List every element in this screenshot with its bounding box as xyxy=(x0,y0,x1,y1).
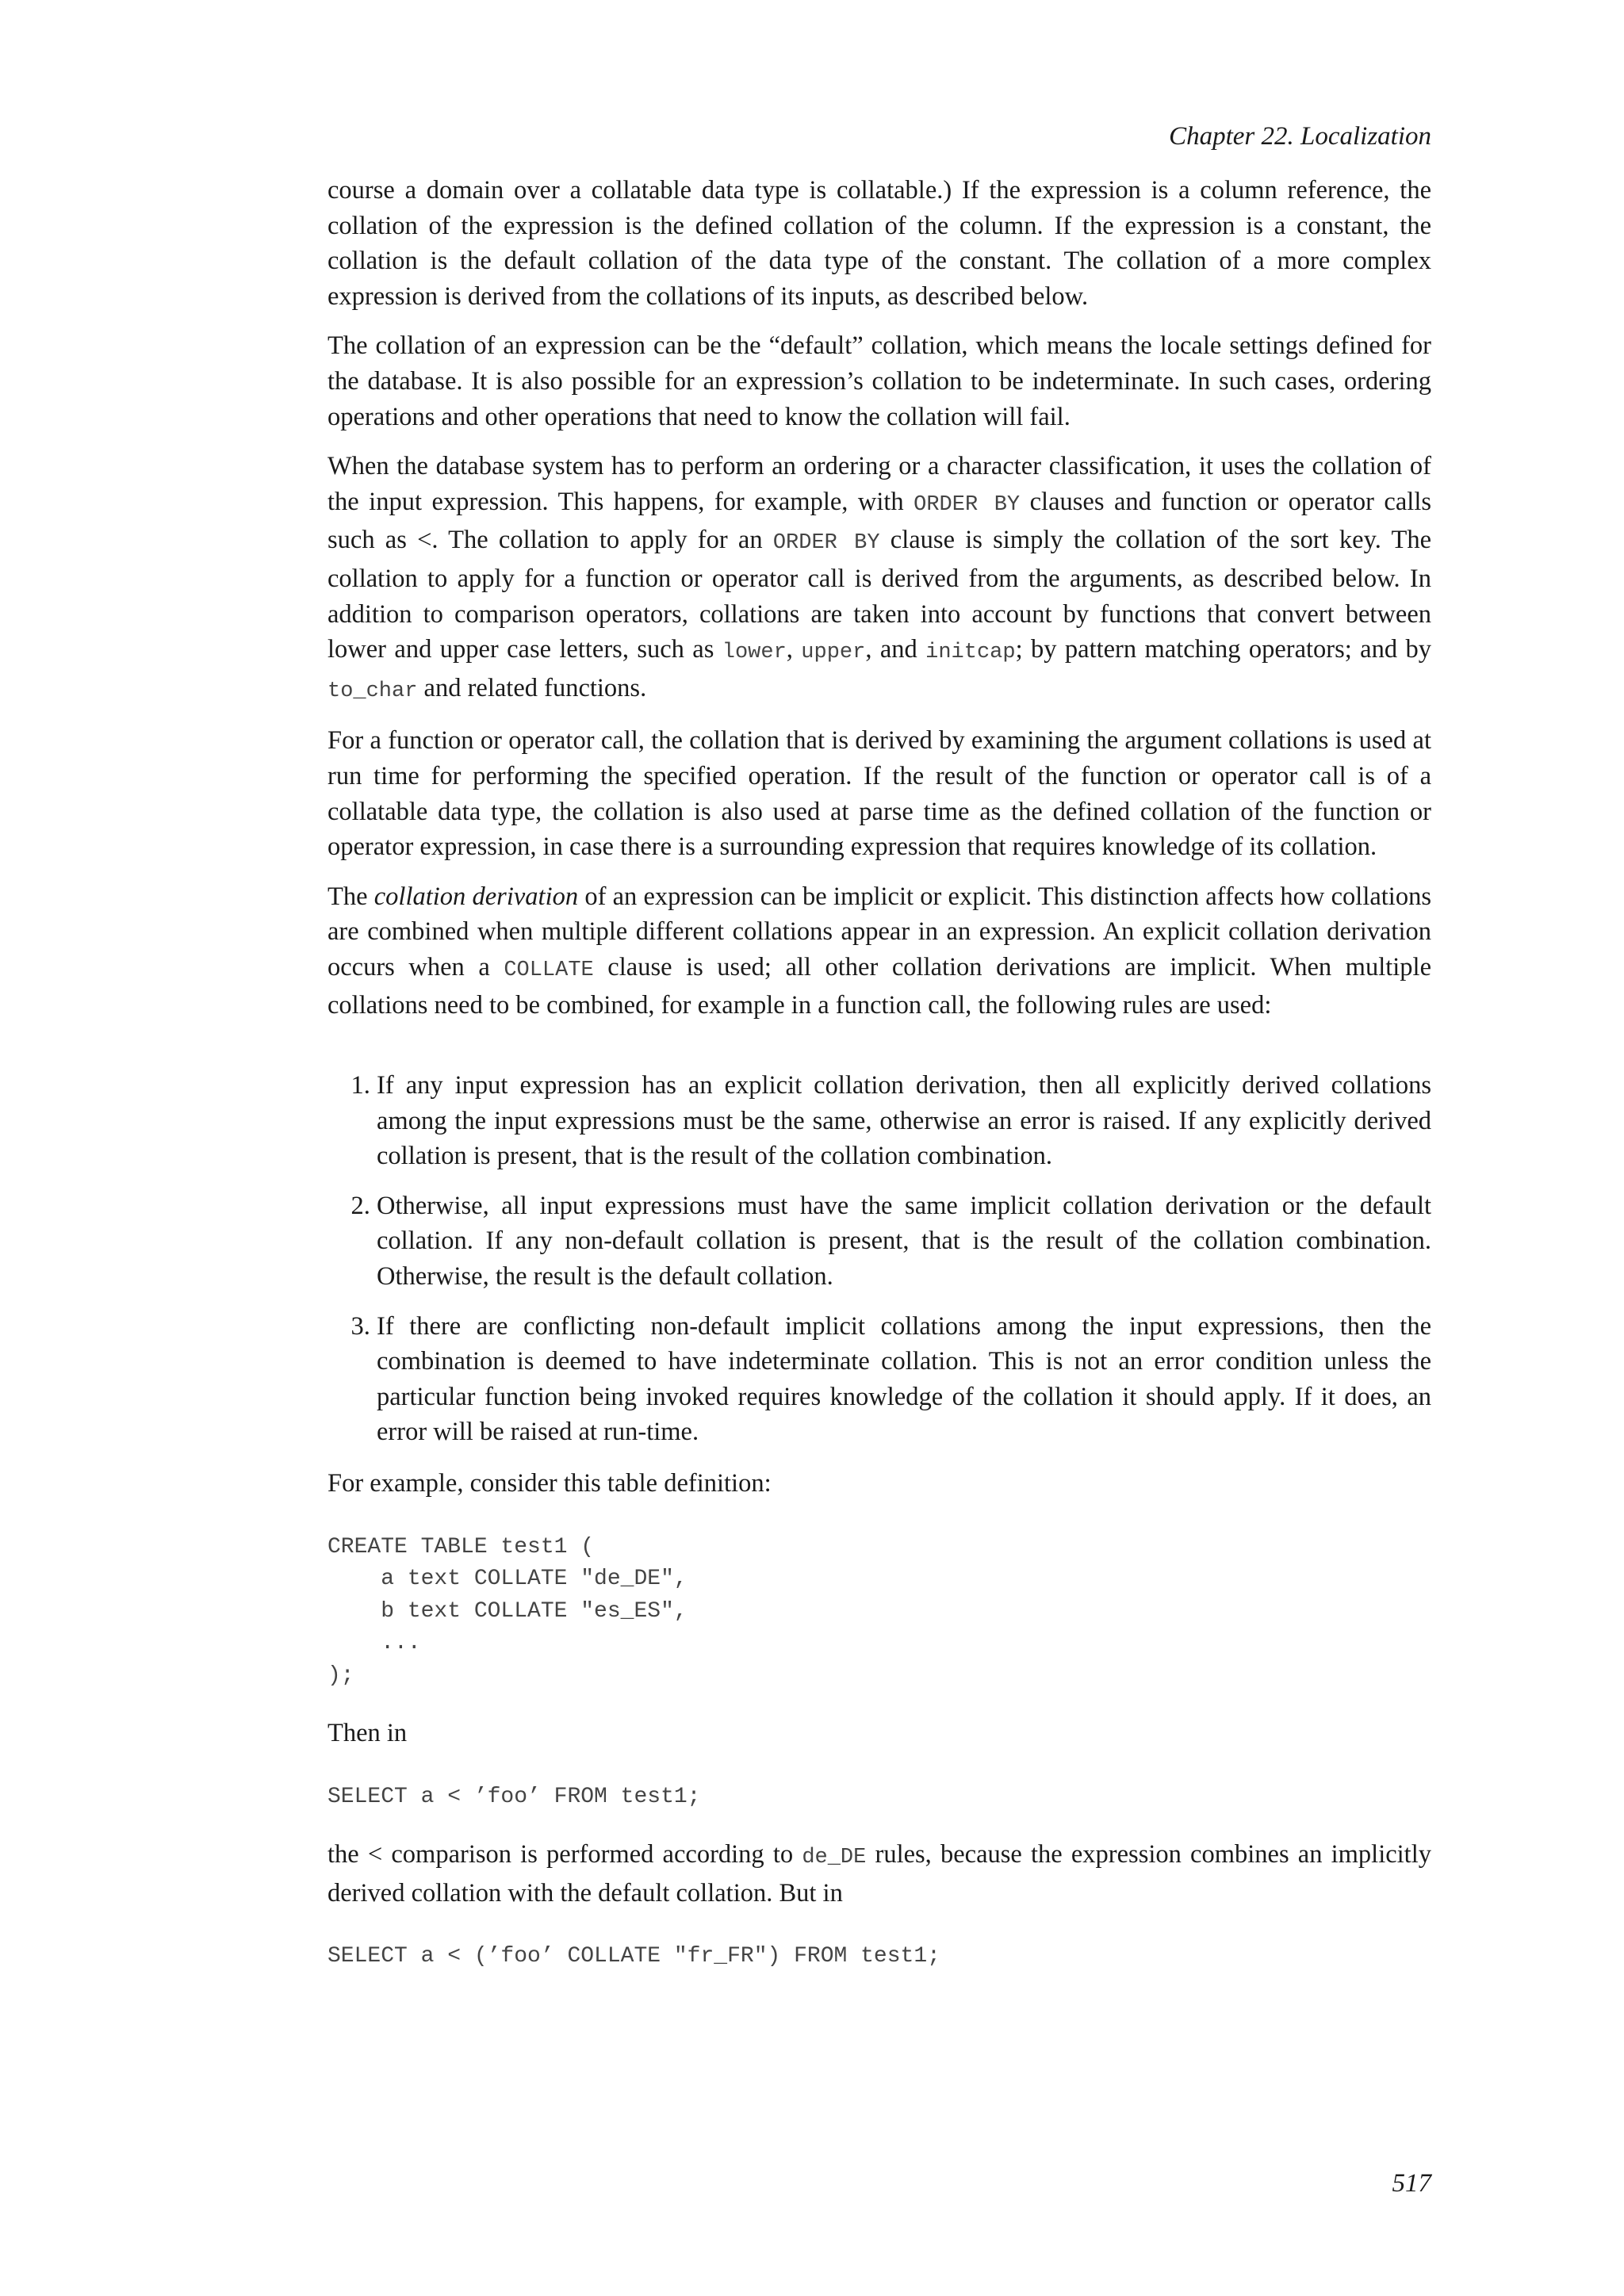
text-run: , xyxy=(786,635,802,664)
paragraph-comparison-explanation xyxy=(327,1837,1431,1911)
list-item: 2. Otherwise, all input expressions must have the same implicit collation derivation or the default collation. If any non-default collation is present, that is the result of the collation combination. Otherwise, the result is the default collation. xyxy=(377,1188,1431,1295)
document-page xyxy=(327,119,1431,1997)
paragraph-example-intro: For example, consider this table definition: xyxy=(327,1469,772,1498)
text-run: clause is simply the collation of the sort key. The collation to apply for a function or operator call is derived from the arguments, as described below. In addition to comparison operators, collations are taken into account by functions that convert between lower and upper case letters, such as xyxy=(327,526,1432,664)
paragraph-then-in: Then in xyxy=(327,1719,408,1748)
inline-code-to-char: to_char xyxy=(327,679,418,703)
text-run: and related functions. xyxy=(417,673,647,702)
inline-code-collate: COLLATE xyxy=(504,958,594,982)
list-item: 3. If there are conflicting non-default implicit collations among the input expressions, then the combination is deemed to have indeterminate collation. This is not an error condition unless the particular function being invoked requires knowledge of the collation it should apply. If it does, an error will be raised at run-time. xyxy=(377,1309,1431,1450)
term-collation-derivation: collation derivation xyxy=(373,882,579,911)
text-run: clauses and function or operator calls such as <. The collation to apply for an xyxy=(327,487,1431,555)
text-run: rules, because the expression combines an implicitly derived collation with the default collation. But in xyxy=(327,1840,1431,1908)
paragraph-ordering-classification xyxy=(327,449,1431,709)
paragraph-function-call-collation: For a function or operator call, the collation that is derived by examining the argument collations is used at run time for performing the specified operation. If the result of the function or operator call is of a collatable data type, the collation is also used at parse time as the defined collation of the function or operator expression, in case there is a surrounding expression that requires knowledge of its collation. xyxy=(327,726,1431,862)
text-run: of an expression can be implicit or explicit. This distinction affects how collations are combined when multiple different collations appear in an expression. An explicit collation derivation occurs when a xyxy=(327,882,1431,982)
page-number: 517 xyxy=(1392,2169,1431,2198)
code-block-select-implicit: SELECT a < ’foo’ FROM test1; xyxy=(327,1784,701,1809)
text-run: When the database system has to perform an ordering or a character classification, it uses the collation of the input expression. This happens, for example, with xyxy=(327,452,1431,516)
inline-code-lower: lower xyxy=(722,641,787,665)
inline-code-order-by: ORDER BY xyxy=(772,531,880,556)
code-block-create-table: CREATE TABLE test1 ( a text COLLATE "de_DE", b text COLLATE "es_ES", ... ); xyxy=(327,1534,688,1688)
paragraph-default-collation: The collation of an expression can be the “default” collation, which means the locale settings defined for the database. It is also possible for an expression’s collation to be indeterminate. In such cases, ordering operations and other operations that need to know the collation will fail. xyxy=(327,331,1431,431)
text-run: ; by pattern matching operators; and by xyxy=(1015,635,1431,664)
code-block-select-explicit: SELECT a < (’foo’ COLLATE "fr_FR") FROM test1; xyxy=(327,1944,940,1969)
inline-code-upper: upper xyxy=(801,641,866,665)
inline-code-de-de: de_DE xyxy=(802,1846,867,1870)
text-run: clause is used; all other collation derivations are implicit. When multiple collations need to be combined, for example in a function call, the following rules are used: xyxy=(327,952,1431,1020)
list-item: 1. If any input expression has an explicit collation derivation, then all explicitly derived collations among the input expressions must be the same, otherwise an error is raised. If any explicitly derived collation is present, that is the result of the collation combination. xyxy=(377,1068,1431,1174)
collation-rules-list xyxy=(327,1068,1431,1450)
text-run: the < comparison is performed according to xyxy=(327,1840,802,1869)
paragraph-collation-derivation xyxy=(327,879,1431,1024)
text-run: , and xyxy=(865,635,926,664)
running-header: Chapter 22. Localization xyxy=(1169,122,1431,151)
inline-code-initcap: initcap xyxy=(925,641,1016,665)
inline-code-order-by: ORDER BY xyxy=(914,492,1021,517)
text-run: The xyxy=(327,882,374,911)
paragraph-collatable-types: course a domain over a collatable data type is collatable.) If the expression is a column reference, the collation of the expression is the defined collation of the column. If the expression is a constant, the collation is the default collation of the data type of the constant. The collation of a more complex expression is derived from the collations of its inputs, as described below. xyxy=(327,176,1431,311)
